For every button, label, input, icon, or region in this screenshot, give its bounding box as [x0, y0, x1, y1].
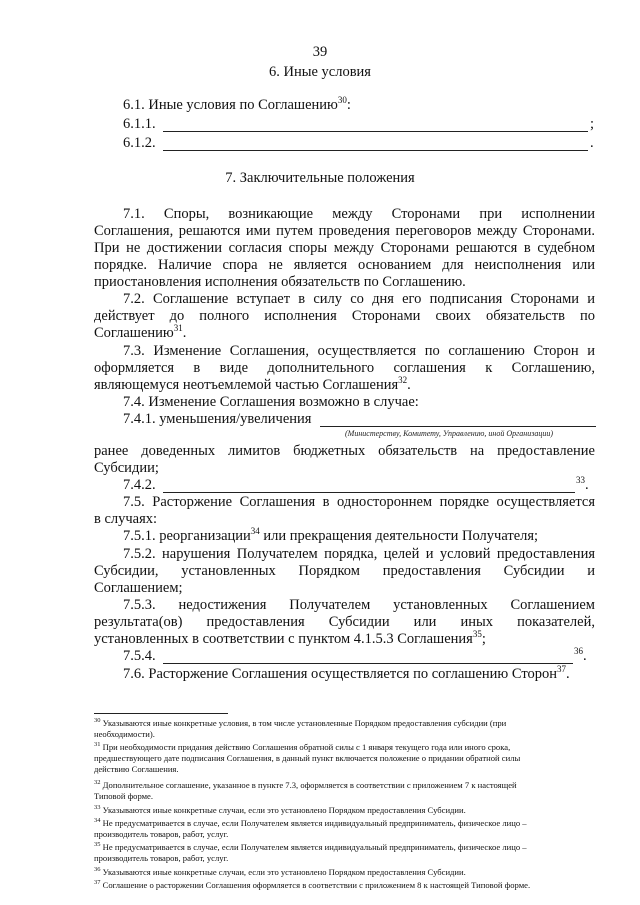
- footnote-35: $^{35}$ Не предусматривается в случае, если Получателем является индивидуальный предприниматель, физическое лицо – производитель товаров, работ, услуг.: [94, 841, 527, 863]
- clause-7-5-3-line-2: результата(ов) предоставления Субсидии или иных показателей,: [94, 614, 595, 630]
- clause-6-1: 6.1. Иные условия по Соглашению$^{30}$:: [123, 95, 351, 113]
- blank-line-7-4-2: [163, 492, 575, 493]
- clause-7-5-line-1: 7.5. Расторжение Соглашения в одностороннем порядке осуществляется: [123, 494, 595, 510]
- footnote-33: $^{33}$ Указываются иные конкретные случаи, если это установлено Порядком предоставления Субсидии.: [94, 804, 466, 815]
- clause-7-3-line-3: являющемуся неотъемлемой частью Соглашения$^{32}$.: [94, 375, 411, 393]
- clause-7-5-2-line-3: Соглашением;: [94, 580, 183, 596]
- footnote-30: $^{30}$ Указываются иные конкретные условия, в том числе установленные Порядком предоставления субсидии (при необходимости).: [94, 717, 507, 739]
- clause-7-4-2-label: 7.4.2.: [123, 477, 156, 493]
- blank-line-7-4-1: [320, 426, 596, 427]
- clause-7-5-2-line-1: 7.5.2. нарушения Получателем порядка, целей и условий предоставления: [123, 546, 595, 562]
- clause-7-3-line-2: оформляется в виде дополнительного соглашения к Соглашению,: [94, 360, 595, 376]
- clause-7-5-line-2: в случаях:: [94, 511, 158, 527]
- clause-6-1-2-label: 6.1.2.: [123, 135, 156, 151]
- clause-7-3-line-1: 7.3. Изменение Соглашения, осуществляется по соглашению Сторон и: [123, 343, 595, 359]
- clause-6-1-1-label: 6.1.1.: [123, 116, 156, 132]
- blank-line-6-1-2: [163, 150, 588, 151]
- clause-7-4-1-cont-2: Субсидии;: [94, 460, 159, 476]
- clause-7-4-1: 7.4.1. уменьшения/увеличения: [123, 411, 312, 427]
- footnote-37: $^{37}$ Соглашение о расторжении Соглашения оформляется в соответствии с приложением 8 к настоящей Типовой форме.: [94, 879, 531, 890]
- footnote-ref-30: 30: [337, 95, 347, 106]
- footnote-34: $^{34}$ Не предусматривается в случае, если Получателем является индивидуальный предприниматель, физическое лицо – производитель товаров, работ, услуг.: [94, 817, 527, 839]
- footnote-ref-33: 33: [576, 475, 585, 486]
- clause-7-2-line-2: действует до полного исполнения Сторонами своих обязательств по: [94, 308, 595, 324]
- clause-7-2-line-3: Соглашению$^{31}$.: [94, 323, 187, 341]
- clause-7-4-2-end: $^{33}$.: [576, 475, 589, 493]
- clause-7-5-3-line-3: установленных в соответствии с пунктом 4.1.5.3 Соглашения$^{35}$;: [94, 629, 486, 647]
- clause-6-1-1-end: ;: [590, 116, 595, 132]
- blank-line-7-5-4: [163, 663, 573, 664]
- clause-7-5-4-end: $^{36}$.: [574, 646, 587, 664]
- clause-7-4: 7.4. Изменение Соглашения возможно в случае:: [123, 394, 419, 410]
- footnote-ref-36: 36: [574, 646, 583, 657]
- section-7-title: 7. Заключительные положения: [225, 170, 415, 186]
- clause-7-1-line-4: порядке. Наличие спора не является основанием для неисполнения или: [94, 257, 595, 273]
- page-number: 39: [312, 44, 328, 60]
- footnote-separator: [94, 713, 228, 714]
- clause-7-1-line-2: Соглашения, решаются ими путем проведения переговоров между Сторонами.: [94, 223, 595, 239]
- footnote-ref-32: 32: [398, 375, 408, 386]
- footnote-36: $^{36}$ Указываются иные конкретные случаи, если это установлено Порядком предоставления Субсидии.: [94, 866, 466, 877]
- clause-7-4-1-cont-1: ранее доведенных лимитов бюджетных обязательств на предоставление: [94, 443, 595, 459]
- clause-7-4-1-hint: (Министерству, Комитету, Управлению, иной Организации): [345, 429, 553, 438]
- clause-7-5-4-label: 7.5.4.: [123, 648, 156, 664]
- blank-line-6-1-1: [163, 131, 588, 132]
- footnote-ref-35: 35: [472, 629, 482, 640]
- footnote-ref-34: 34: [250, 526, 260, 537]
- clause-7-1-line-1: 7.1. Споры, возникающие между Сторонами при исполнении: [123, 206, 595, 222]
- clause-7-5-1: 7.5.1. реорганизации$^{34}$ или прекращения деятельности Получателя;: [123, 526, 539, 544]
- section-6-title: 6. Иные условия: [269, 64, 371, 80]
- clause-6-1-2-end: .: [590, 135, 594, 151]
- clause-7-5-3-line-1: 7.5.3. недостижения Получателем установленных Соглашением: [123, 597, 595, 613]
- footnote-32: $^{32}$ Дополнительное соглашение, указанное в пункте 7.3, оформляется в соответствии с приложением 7 к настоящей Типовой форме.: [94, 779, 517, 801]
- clause-7-6: 7.6. Расторжение Соглашения осуществляется по соглашению Сторон$^{37}$.: [123, 664, 570, 682]
- clause-7-2-line-1: 7.2. Соглашение вступает в силу со дня его подписания Сторонами и: [123, 291, 595, 307]
- clause-7-1-line-5: приостановления исполнения обязательств по Соглашению.: [94, 274, 466, 290]
- clause-7-1-line-3: При не достижении согласия споры между Сторонами решаются в судебном: [94, 240, 595, 256]
- clause-7-5-2-line-2: Субсидии, установленных Порядком предоставления Субсидии и: [94, 563, 595, 579]
- footnote-ref-31: 31: [173, 323, 183, 334]
- footnote-ref-37: 37: [557, 664, 567, 675]
- footnote-31: $^{31}$ При необходимости придания действию Соглашения обратной силы с 1 января текущего года или иного срока, предшествующего дате подписания Соглашения, в данный пункт включается положение о придании обратной силы действию Соглашения.: [94, 741, 521, 774]
